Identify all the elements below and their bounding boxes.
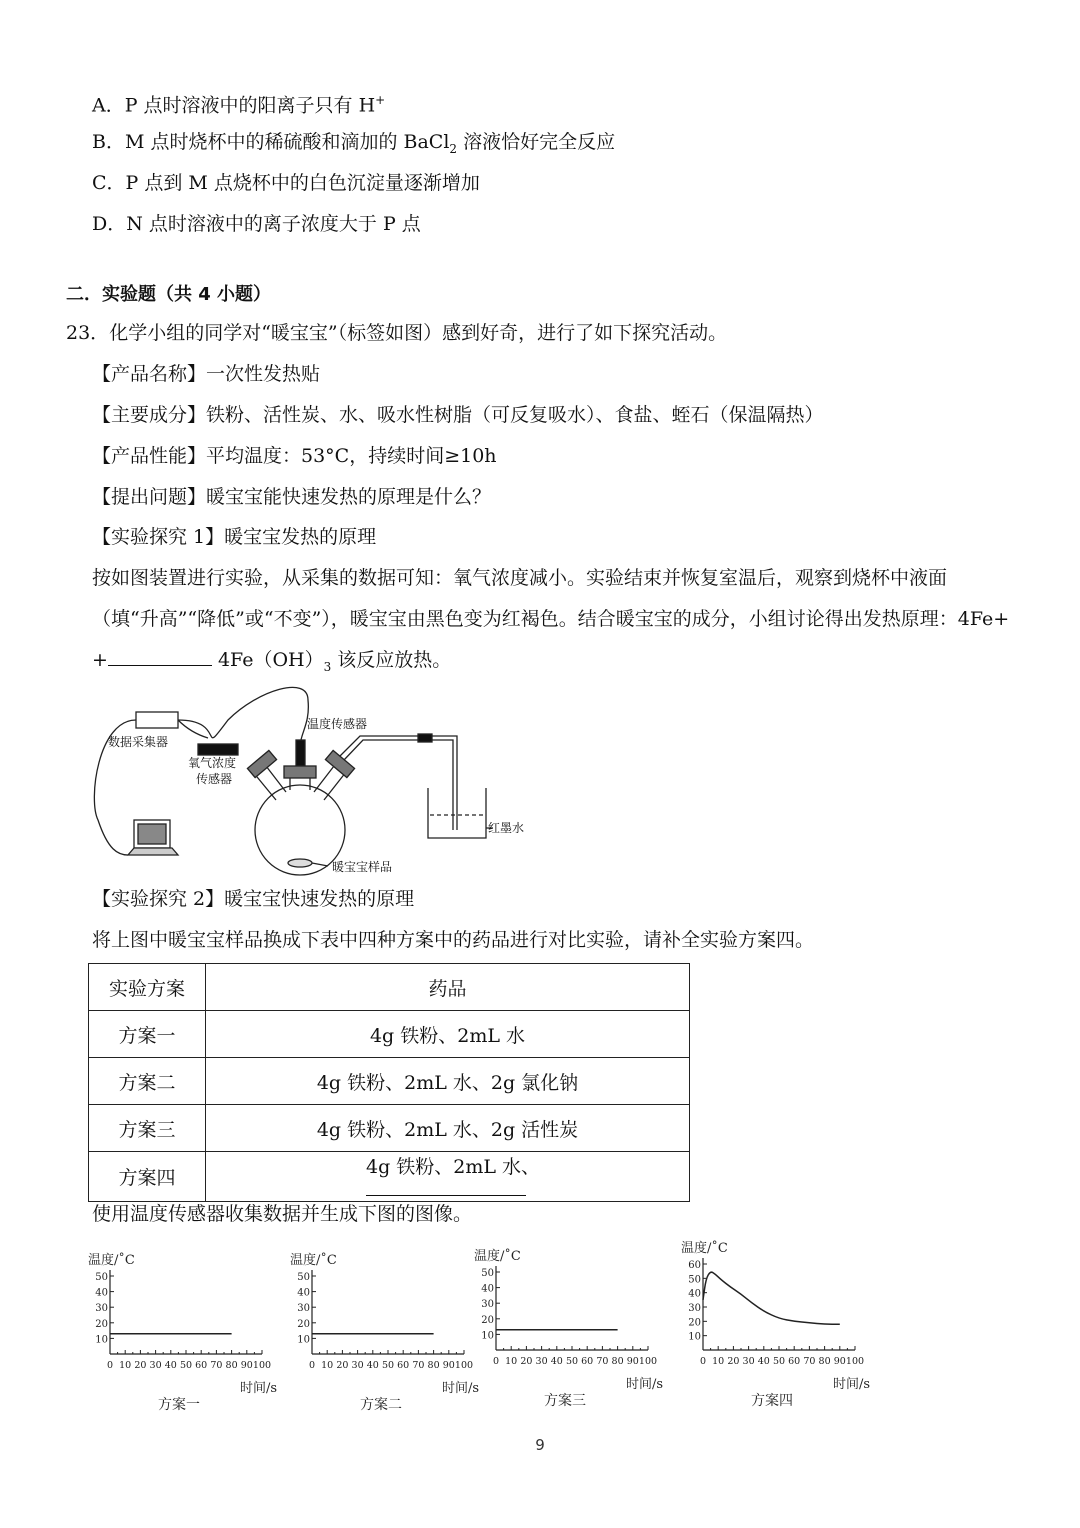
x-tick-label: 100 (454, 1360, 474, 1371)
x-tick-label: 90 (442, 1360, 455, 1371)
x-tick-label: 80 (818, 1356, 831, 1367)
x-axis-label: 时间/s (626, 1377, 664, 1392)
sample-label: 暖宝宝样品 (332, 860, 393, 874)
apparatus-diagram (88, 680, 548, 880)
question-intro: 23．化学小组的同学对“暖宝宝”（标签如图）感到好奇，进行了如下探究活动。 (66, 322, 728, 344)
x-axis-label: 时间/s (442, 1381, 480, 1396)
x-tick-label: 40 (366, 1360, 379, 1371)
y-tick-label: 30 (297, 1303, 310, 1315)
x-tick-label: 70 (210, 1360, 223, 1371)
chart-title: 方案二 (360, 1397, 402, 1413)
product-performance: 【产品性能】平均温度：53°C，持续时间≥10h (92, 445, 497, 467)
explore-2-title: 【实验探究 2】暖宝宝快速发热的原理 (92, 888, 415, 910)
x-tick-label: 90 (240, 1360, 253, 1371)
chart-title: 方案一 (158, 1397, 200, 1413)
y-tick-label: 50 (481, 1268, 494, 1279)
chart-title: 方案三 (544, 1393, 586, 1409)
table-header: 实验方案 (89, 964, 206, 1011)
problem: 【提出问题】暖宝宝能快速发热的原理是什么？ (92, 486, 492, 508)
table-row (89, 1011, 690, 1058)
x-tick-label: 20 (727, 1356, 740, 1367)
x-tick-label: 70 (803, 1356, 816, 1367)
y-tick-label: 30 (688, 1303, 701, 1314)
oxygen-sensor-label-2: 传感器 (196, 772, 233, 786)
option-c: C．P 点到 M 点烧杯中的白色沉淀量逐渐增加 (92, 172, 480, 194)
x-tick-label: 20 (134, 1360, 147, 1371)
y-tick-label: 60 (688, 1260, 701, 1271)
y-tick-label: 40 (297, 1287, 310, 1299)
table-header-row (89, 964, 690, 1011)
paragraph-1: 按如图装置进行实验，从采集的数据可知：氧气浓度减小。实验结束并恢复室温后，观察到烧杯中液面 (92, 567, 948, 589)
x-tick-label: 60 (195, 1360, 208, 1371)
y-tick-label: 20 (95, 1318, 108, 1330)
x-tick-label: 60 (397, 1360, 410, 1371)
x-tick-label: 20 (520, 1356, 533, 1367)
x-tick-label: 30 (149, 1360, 162, 1371)
y-tick-label: 20 (297, 1318, 310, 1330)
chart-title: 方案四 (751, 1393, 793, 1409)
y-tick-label: 10 (481, 1330, 494, 1342)
x-tick-label: 10 (505, 1356, 518, 1367)
x-tick-label: 10 (119, 1360, 132, 1371)
option-a: A．P 点时溶液中的阳离子只有 H+ (92, 93, 386, 117)
table-cell: 4g 铁粉、2mL 水、 (206, 1152, 690, 1202)
x-tick-label: 40 (164, 1360, 177, 1371)
x-tick-label: 80 (611, 1356, 624, 1367)
x-tick-label: 80 (427, 1360, 440, 1371)
paragraph-4: 将上图中暖宝宝样品换成下表中四种方案中的药品进行对比实验，请补全实验方案四。 (92, 929, 815, 951)
option-b: B．M 点时烧杯中的稀硫酸和滴加的 BaCl$_2$ 溶液恰好完全反应 (92, 131, 616, 156)
chart-plan-1 (82, 1246, 278, 1426)
table-row (89, 1152, 690, 1202)
y-tick-label: 40 (481, 1283, 494, 1295)
paragraph-2: （填“升高”“降低”或“不变”），暖宝宝由黑色变为红褐色。结合暖宝宝的成分，小组讨论得出发热原理：4Fe+ (92, 608, 1010, 630)
x-tick-label: 70 (412, 1360, 425, 1371)
x-tick-label: 0 (699, 1356, 707, 1367)
y-tick-label: 30 (95, 1303, 108, 1315)
y-tick-label: 50 (95, 1272, 108, 1283)
x-tick-label: 90 (833, 1356, 846, 1367)
answer-blank-plan4[interactable] (366, 1195, 526, 1196)
table-cell: 4g 铁粉、2mL 水 (206, 1011, 690, 1058)
series-line (703, 1272, 840, 1324)
table-cell: 方案二 (89, 1058, 206, 1105)
x-tick-label: 10 (712, 1356, 725, 1367)
table-cell: 方案三 (89, 1105, 206, 1152)
x-tick-label: 60 (581, 1356, 594, 1367)
page-number: 9 (535, 1436, 545, 1454)
x-axis-label: 时间/s (833, 1377, 871, 1392)
main-components: 【主要成分】铁粉、活性炭、水、吸水性树脂（可反复吸水）、食盐、蛭石（保温隔热） (92, 404, 824, 426)
y-tick-label: 50 (688, 1274, 701, 1286)
section-title: 二．实验题（共 4 小题） (66, 284, 272, 305)
table-cell: 4g 铁粉、2mL 水、2g 活性炭 (206, 1105, 690, 1152)
x-tick-label: 30 (351, 1360, 364, 1371)
x-tick-label: 50 (772, 1356, 786, 1367)
y-axis-label: 温度/˚C (681, 1241, 728, 1256)
y-axis-label: 温度/˚C (88, 1253, 135, 1268)
x-tick-label: 50 (179, 1360, 193, 1371)
x-tick-label: 50 (381, 1360, 395, 1371)
explore-1-title: 【实验探究 1】暖宝宝发热的原理 (92, 526, 377, 548)
collector-label: 数据采集器 (108, 735, 169, 749)
y-tick-label: 20 (481, 1314, 494, 1326)
answer-blank[interactable] (108, 665, 212, 666)
x-tick-label: 50 (565, 1356, 579, 1367)
y-tick-label: 30 (481, 1299, 494, 1311)
y-tick-label: 40 (95, 1287, 108, 1299)
y-tick-label: 10 (95, 1334, 108, 1346)
y-tick-label: 50 (297, 1272, 310, 1283)
x-tick-label: 90 (626, 1356, 639, 1367)
x-tick-label: 0 (492, 1356, 500, 1367)
table-cell: 方案四 (89, 1152, 206, 1202)
x-tick-label: 80 (225, 1360, 238, 1371)
x-tick-label: 40 (550, 1356, 563, 1367)
x-tick-label: 30 (742, 1356, 755, 1367)
red-ink-label: 红墨水 (488, 821, 525, 835)
table-row (89, 1058, 690, 1105)
y-axis-label: 温度/˚C (474, 1249, 521, 1264)
x-tick-label: 10 (321, 1360, 334, 1371)
chart-plan-4 (675, 1234, 871, 1424)
paragraph-3: + $4Fe(OH)_3$ 该反应放热。 (92, 649, 452, 674)
option-d: D．N 点时溶液中的离子浓度大于 P 点 (92, 213, 421, 235)
after-table-text: 使用温度传感器收集数据并生成下图的图像。 (92, 1203, 473, 1225)
table-cell: 4g 铁粉、2mL 水、2g 氯化钠 (206, 1058, 690, 1105)
y-tick-label: 40 (688, 1288, 701, 1300)
x-tick-label: 70 (596, 1356, 609, 1367)
table-header: 药品 (206, 964, 690, 1011)
x-axis-label: 时间/s (240, 1381, 278, 1396)
y-tick-label: 10 (688, 1331, 701, 1343)
experiment-table (88, 963, 690, 1202)
temp-sensor-label: 温度传感器 (307, 717, 368, 731)
chart-plan-3 (468, 1242, 664, 1422)
x-tick-label: 30 (535, 1356, 548, 1367)
y-tick-label: 20 (688, 1317, 701, 1329)
x-tick-label: 100 (845, 1356, 865, 1367)
table-cell: 方案一 (89, 1011, 206, 1058)
y-tick-label: 10 (297, 1334, 310, 1346)
x-tick-label: 40 (757, 1356, 770, 1367)
chart-plan-2 (284, 1246, 480, 1426)
product-name: 【产品名称】一次性发热贴 (92, 363, 321, 385)
x-tick-label: 0 (106, 1360, 114, 1371)
table-row (89, 1105, 690, 1152)
x-tick-label: 60 (788, 1356, 801, 1367)
x-tick-label: 100 (638, 1356, 658, 1367)
oxygen-sensor-label-1: 氧气浓度 (188, 756, 237, 770)
x-tick-label: 0 (308, 1360, 316, 1371)
x-tick-label: 100 (252, 1360, 272, 1371)
x-tick-label: 20 (336, 1360, 349, 1371)
y-axis-label: 温度/˚C (290, 1253, 337, 1268)
